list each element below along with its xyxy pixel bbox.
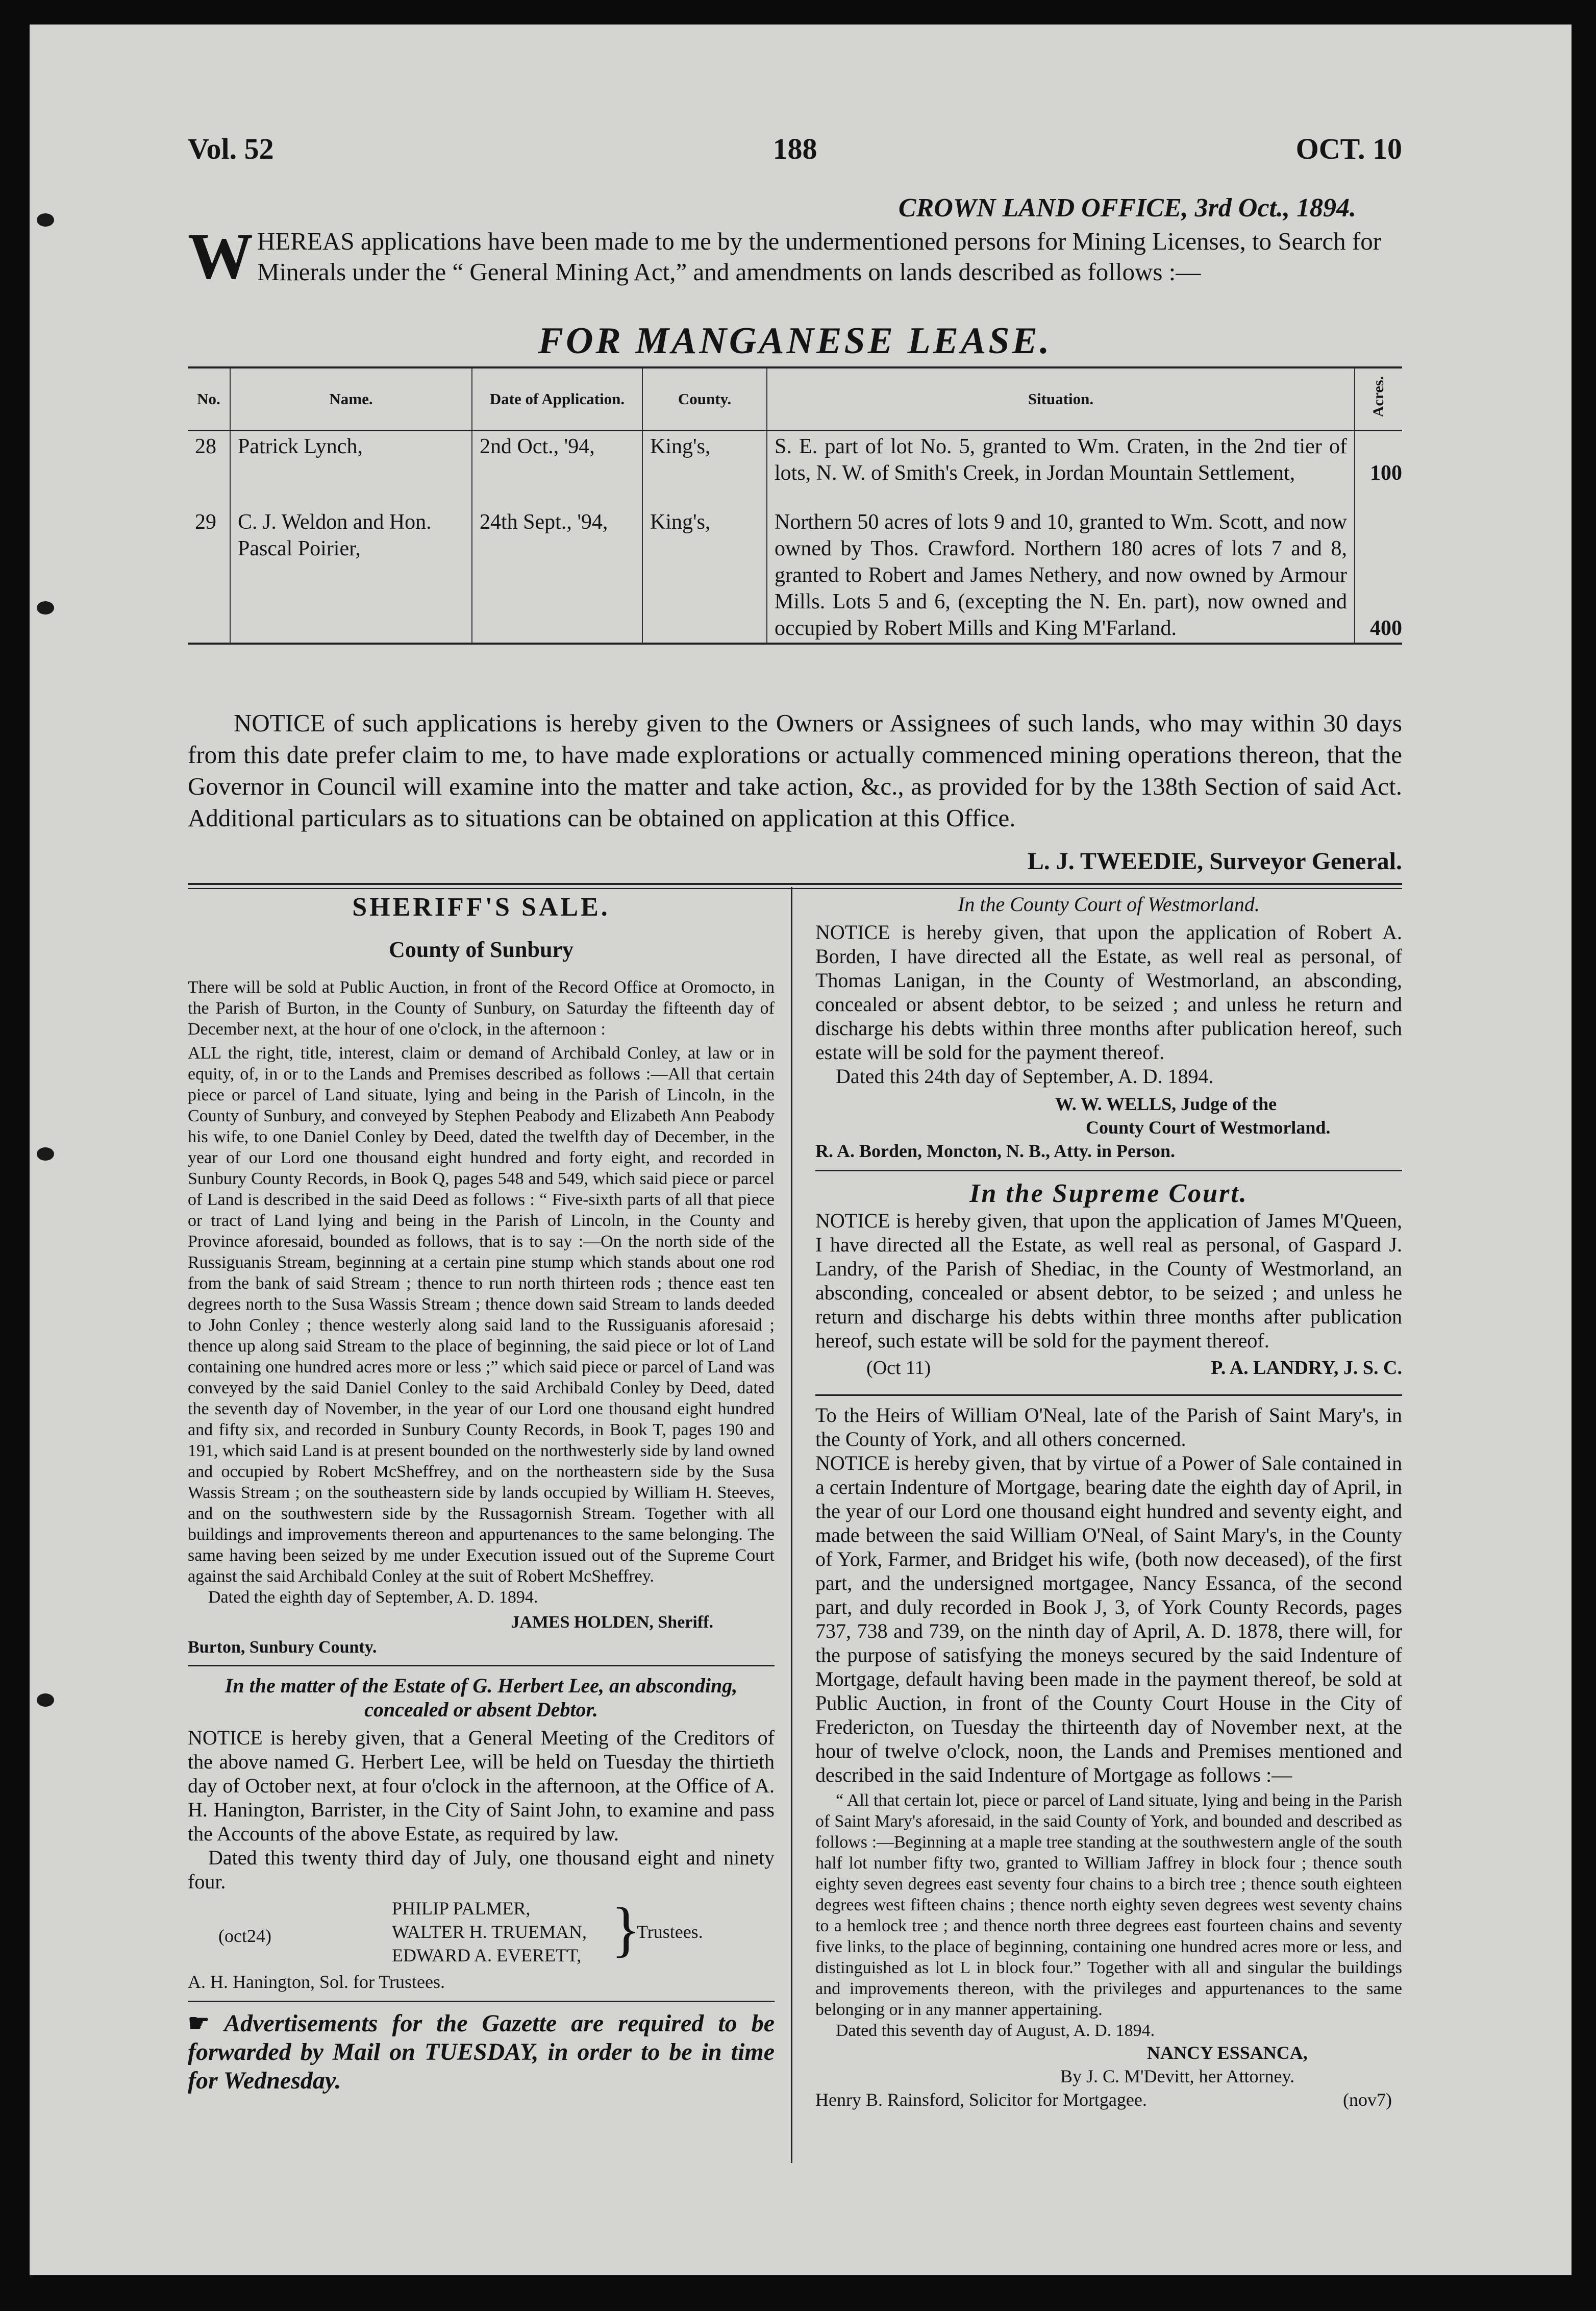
- volume-label: Vol. 52: [188, 132, 274, 165]
- lease-title: FOR MANGANESE LEASE.: [538, 320, 1052, 362]
- right-column: [815, 892, 1402, 2113]
- notice-paragraph: NOTICE of such applications is hereby given to the Owners or Assignees of such lands, who may within 30 days from this date prefer claim to me, to have made explorations or actually commenced mining operations thereon, that the Governor in Council will examine into the matter and take action, &c., as provided for by the 138th Section of said Act. Additional particulars as to situations can be obtained on application at this Office.: [188, 709, 1402, 832]
- cell-date: 2nd Oct., '94,: [472, 431, 642, 489]
- supreme-code: (Oct 11): [866, 1357, 931, 1379]
- lee-dated: Dated this twenty third day of July, one thousand eight and ninety four.: [188, 1846, 775, 1893]
- cell-no: 28: [188, 431, 230, 489]
- binding-hole: [37, 601, 54, 614]
- sheriff-intro: There will be sold at Public Auction, in front of the Record Office at Oromocto, in the Parish of Burton, in the County of Sunbury, on Saturday the fifteenth day of December next, at the hour of one o'clock, in the afternoon :: [188, 978, 775, 1039]
- drop-cap: W: [188, 220, 253, 292]
- binding-hole: [37, 1693, 54, 1707]
- page-header: [188, 132, 1402, 178]
- westmorland-body: NOTICE is hereby given, that upon the application of Robert A. Borden, I have directed all the Estate, as well real as personal, of Thomas Lanigan, in the County of Westmorland, an absconding, concealed or absent debtor, to be seized ; and unless he return and discharge his debts within three months after publication hereof, such estate will be sold for the payment thereof.: [815, 921, 1402, 1064]
- supreme-title: In the Supreme Court.: [969, 1179, 1248, 1208]
- col-situation: Situation.: [767, 367, 1355, 431]
- cell-acres: 400: [1355, 488, 1402, 644]
- section-divider: [188, 888, 1402, 889]
- cell-acres: 100: [1370, 461, 1402, 485]
- oneal-sig: By J. C. M'Devitt, her Attorney.: [1060, 2066, 1295, 2086]
- left-column: [188, 892, 775, 2095]
- col-acres: Acres.: [1355, 367, 1402, 431]
- oneal-quote: “ All that certain lot, piece or parcel of Land situate, lying and being in the Parish of Saint Mary's aforesaid, in the said County of York, and bounded and described as follows :—Beginning at a maple tree standing at the southwestern angle of the south half lot number fifty two, granted to William Jaffrey in block four ; thence south eighty seven degrees east seventy four chains to a birch tree ; thence south eighteen degrees west fifteen chains ; thence north eighty seven degrees west seventy chains to a hemlock tree ; and thence north three degrees east fourteen chains and seventy five links, to the place of beginning, containing one hundred acres more or less, and distinguished as lot L in block four.” Together with all and singular the buildings and improvements thereon, with the privileges and appurtenances to the same belonging or in any manner appertaining.: [815, 1791, 1402, 2019]
- col-no: No.: [188, 367, 230, 431]
- page-number: 188: [772, 132, 817, 165]
- oneal-body: NOTICE is hereby given, that by virtue of a Power of Sale contained in a certain Indenture of Mortgage, bearing date the eighth day of April, in the year of our Lord one thousand eight hundred and seventy eight, and made between the said William O'Neal, of Saint Mary's, in the County of York, Farmer, and Bridget his wife, (both now deceased), of the first part, and the undersigned mortgagee, Nancy Essanca, of the second part, and duly recorded in Book J, 3, of York County Records, pages 737, 738 and 739, on the ninth day of April, A. D. 1878, there will, for the purpose of satisfying the moneys secured by the said Indenture of Mortgage, default having been made in the payment thereof, be sold at Public Auction, in front of the County Court House in the City of Fredericton, on Tuesday the thirteenth day of November next, at the hour of twelve o'clock, noon, the Lands and Premises mentioned and described in the said Indenture of Mortgage as follows :—: [815, 1452, 1402, 1786]
- col-name: Name.: [230, 367, 472, 431]
- divider: [188, 2001, 775, 2002]
- oneal-sig: NANCY ESSANCA,: [1147, 2043, 1308, 2063]
- sheriff-title: SHERIFF'S SALE.: [352, 893, 610, 922]
- sheriff-body: ALL the right, title, interest, claim or demand of Archibald Conley, at law or in equity, of, in or to the Lands and Premises described as follows :—All that certain piece or parcel of Land situate, lying and being in the Parish of Lincoln, in the County of Sunbury, and conveyed by Stephen Peabody and Elizabeth Ann Peabody his wife, to one Daniel Conley by Deed, dated the twelfth day of December, in the year of our Lord one thousand eight hundred and forty eight, and recorded in Sunbury County Records, in Book Q, pages 548 and 549, which said piece or parcel of Land is described in the said Deed as follows : “ Five-sixth parts of all that piece or tract of Land lying and being in the Parish of Lincoln, in the County and Province aforesaid, bounded as follows, that is to say :—On the north side of the Russiguanis Stream, beginning at a certain pine stump which stands about one rod from the bank of said Stream ; thence to run north thirteen rods ; thence east ten degrees north to the Susa Wassis Stream ; thence down said Stream to lands deeded to John Conley ; thence westerly along said land to the Russiguanis aforesaid ; thence up along said Stream to the place of beginning, the said piece or lot of Land containing one hundred acres more or less ;” which said piece or parcel of Land was conveyed by the said Daniel Conley to the said Archibald Conley by Deed, dated the seventh day of November, in the year of our Lord one thousand eight hundred and fifty six, and recorded in Sunbury County Records, in Book T, pages 190 and 191, which said Land is at present bounded on the northwesterly side by land owned and occupied by Robert McSheffrey, and on the northeastern side by the Susa Wassis Stream ; on the southeastern side by lands occupied by William H. Steeves, and on the southwestern side by the Russagornish Stream. Together with all buildings and improvements thereon and appurtenances to the same belonging. The same having been seized by me under Execution issued out of the Supreme Court against the said Archibald Conley at the suit of Robert McSheffrey.: [188, 1044, 775, 1586]
- section-divider: [188, 883, 1402, 885]
- col-county: County.: [642, 367, 767, 431]
- pointing-hand-icon: ☛: [188, 2010, 225, 2037]
- cell-name: C. J. Weldon and Hon. Pascal Poirier,: [230, 488, 472, 644]
- lee-body: NOTICE is hereby given, that a General Meeting of the Creditors of the above named G. Herbert Lee, will be held on Tuesday the thirtieth day of October next, at four o'clock in the afternoon, at the Office of A. H. Hanington, Barrister, in the City of Saint John, to examine and pass the Accounts of the above Estate, as required by law.: [188, 1726, 775, 1845]
- oneal-sol-row: [815, 2088, 1402, 2113]
- supreme-signature-row: [815, 1357, 1402, 1387]
- trustees-label: Trustees.: [637, 1922, 703, 1942]
- ad-note: ☛ Advertisements for the Gazette are required to be forwarded by Mail on TUESDAY, in order to be in time for Wednesday.: [188, 2010, 775, 2094]
- supreme-body: NOTICE is hereby given, that upon the application of James M'Queen, I have directed all the Estate, as well real as personal, of Gaspard J. Landry, of the Parish of Shediac, in the County of Westmorland, an absconding, concealed or absent debtor, to be seized ; and unless he return and discharge his debts within three months after publication hereof, such estate will be sold for the payment thereof.: [815, 1209, 1402, 1352]
- oneal-code: (nov7): [1343, 2089, 1392, 2110]
- supreme-signer: P. A. LANDRY, J. S. C.: [1211, 1357, 1402, 1379]
- cell-name: Patrick Lynch,: [230, 431, 472, 489]
- lee-code: (oct24): [218, 1926, 271, 1946]
- westmorland-sig: County Court of Westmorland.: [1086, 1117, 1331, 1138]
- cell-date: 24th Sept., '94,: [472, 488, 642, 644]
- binding-hole: [37, 213, 54, 227]
- gazette-page: [30, 24, 1572, 2275]
- trustee-name: WALTER H. TRUEMAN,: [392, 1922, 587, 1942]
- cell-situation: S. E. part of lot No. 5, granted to Wm. Craten, in the 2nd tier of lots, N. W. of Smith's Creek, in Jordan Mountain Settlement,: [767, 431, 1355, 489]
- divider: [815, 1170, 1402, 1171]
- westmorland-title: In the County Court of Westmorland.: [958, 893, 1260, 916]
- trustee-name: PHILIP PALMER,: [392, 1898, 531, 1919]
- cell-no: 29: [188, 488, 230, 644]
- column-divider: [791, 887, 792, 2163]
- table-header-row: [188, 367, 1402, 431]
- county-heading: County of Sunbury: [389, 937, 573, 962]
- lee-title: In the matter of the Estate of G. Herbert Lee, an absconding, concealed or absent Debtor.: [225, 1674, 738, 1721]
- intro-text: HEREAS applications have been made to me by the undermentioned persons for Mining Licenses, to Search for Minerals under the “ General Mining Act,” and amendments on lands described as follows :—: [257, 227, 1382, 286]
- sheriff-signer: JAMES HOLDEN, Sheriff.: [511, 1613, 713, 1632]
- divider: [188, 1665, 775, 1666]
- divider: [815, 1394, 1402, 1396]
- trustees-block: [188, 1894, 775, 1970]
- westmorland-atty: R. A. Borden, Moncton, N. B., Atty. in Person.: [815, 1141, 1176, 1161]
- office-dateline: CROWN LAND OFFICE, 3rd Oct., 1894.: [898, 193, 1356, 223]
- brace-icon: }: [611, 1895, 641, 1963]
- trustee-name: EDWARD A. EVERETT,: [392, 1945, 582, 1965]
- intro-paragraph: [188, 220, 1402, 292]
- surveyor-signature: L. J. TWEEDIE, Surveyor General.: [1027, 848, 1402, 875]
- cell-situation: Northern 50 acres of lots 9 and 10, granted to Wm. Scott, and now owned by Thos. Crawford. Northern 180 acres of lots 7 and 8, granted to Robert and James Nethery, and now owned by Armour Mills. Lots 5 and 6, (excepting the N. En. part), now owned and occupied by Robert Mills and King M'Farland.: [767, 488, 1355, 644]
- oneal-dated: Dated this seventh day of August, A. D. 1894.: [836, 2021, 1155, 2040]
- issue-date: OCT. 10: [1295, 132, 1402, 165]
- table-row: [188, 431, 1402, 489]
- cell-county: King's,: [642, 488, 767, 644]
- applications-table: [188, 366, 1402, 645]
- oneal-heirs: To the Heirs of William O'Neal, late of the Parish of Saint Mary's, in the County of York, and all others concerned.: [815, 1404, 1402, 1450]
- col-date: Date of Application.: [472, 367, 642, 431]
- sheriff-place: Burton, Sunbury County.: [188, 1638, 377, 1657]
- oneal-sol: Henry B. Rainsford, Solicitor for Mortgagee.: [815, 2089, 1147, 2110]
- cell-county: King's,: [642, 431, 767, 489]
- binding-hole: [37, 1147, 54, 1161]
- table-row: [188, 488, 1402, 644]
- lee-sol: A. H. Hanington, Sol. for Trustees.: [188, 1972, 445, 1992]
- sheriff-dated: Dated the eighth day of September, A. D. 1894.: [208, 1588, 538, 1607]
- westmorland-sig: W. W. WELLS, Judge of the: [1055, 1094, 1277, 1114]
- westmorland-dated: Dated this 24th day of September, A. D. 1894.: [836, 1065, 1214, 1088]
